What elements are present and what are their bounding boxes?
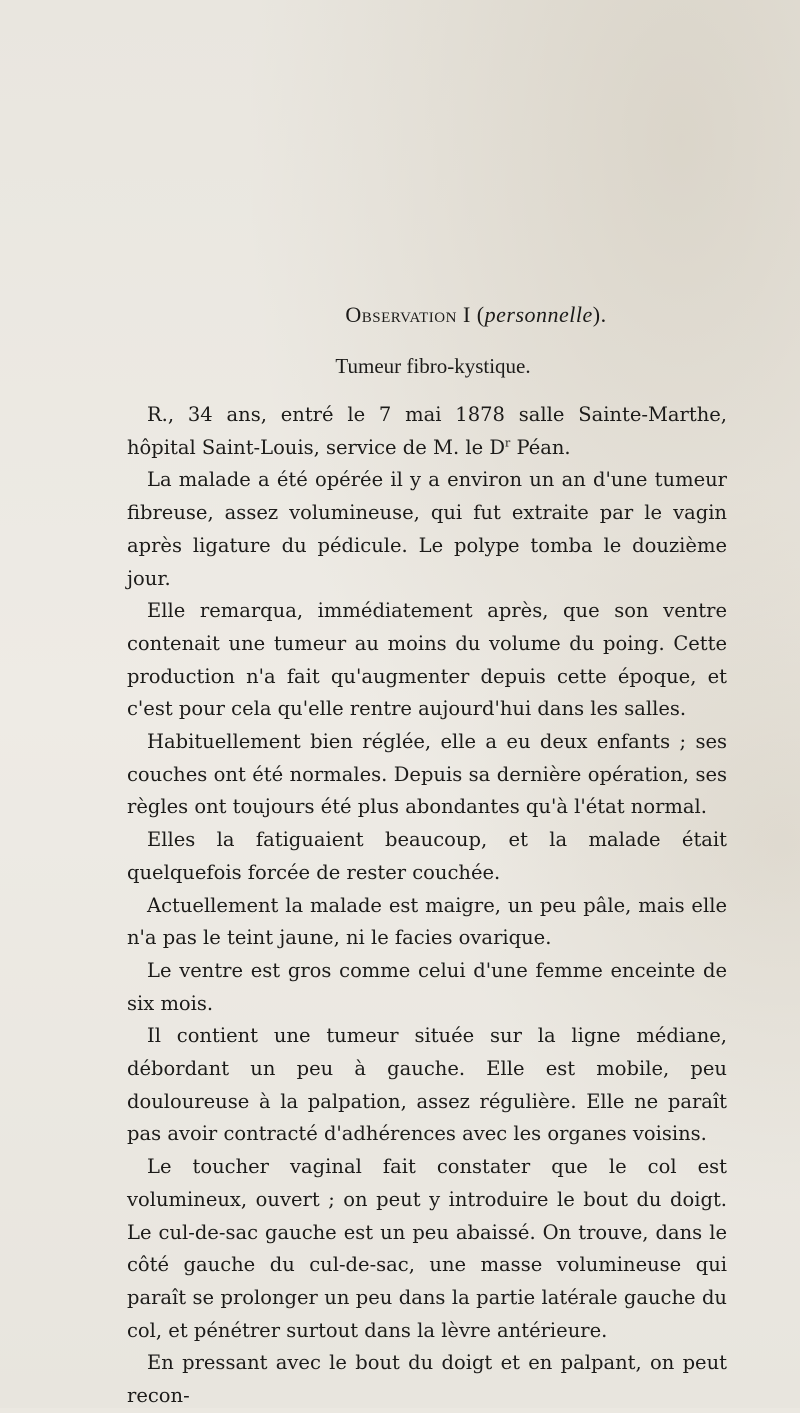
paragraph: Le ventre est gros comme celui d'une femme enceinte de six mois. — [127, 958, 727, 1015]
paragraph: En pressant avec le bout du doigt et en palpant, on peut recon- — [127, 1351, 727, 1408]
paragraph: La malade a été opérée il y a environ un an d'une tumeur fibreuse, assez volumineuse, qui fut extraite par le vagin après ligature du pédicule. Le polype tomba le douzième jour. — [127, 468, 727, 590]
paragraph: Il contient une tumeur située sur la ligne médiane, débordant un peu à gauche. Elle est mobile, peu douloureuse à la palpation, assez régulière. Elle ne paraît pas avoir contracté d'adhérences avec les organes voisins. — [127, 1024, 727, 1146]
superscript: r — [504, 436, 511, 450]
paragraph: Habituellement bien réglée, elle a eu deux enfants ; ses couches ont été normales. Depuis sa dernière opération, ses règles ont toujours été plus abondantes qu'à l'état normal. — [127, 730, 727, 819]
paragraph: Le toucher vaginal fait constater que le col est volumineux, ouvert ; on peut y introduire le bout du doigt. Le cul-de-sac gauche est un peu abaissé. On trouve, dans le côté gauche du cul-de-sac, une masse volumineuse qui paraît se prolonger un peu dans la partie latérale gauche du col, et pénétrer surtout dans la lèvre antérieure. — [127, 1155, 727, 1342]
paragraph: Elles la fatiguaient beaucoup, et la malade était quelquefois forcée de rester couchée. — [127, 828, 727, 884]
heading-title: Observation I — [345, 302, 471, 327]
heading-paren-open: ( — [470, 302, 485, 327]
paragraph: Elle remarqua, immédiatement après, que son ventre contenait une tumeur au moins du volume du poing. Cette production n'a fait qu'augmenter depuis cette époque, et c'est pour cela qu'elle rentre aujourd'hui dans les salles. — [127, 599, 727, 721]
heading-qualifier: personnelle — [484, 302, 593, 327]
paragraph-text: Péan. — [510, 435, 571, 459]
paragraph-text: R., 34 ans, entré le 7 mai 1878 salle Sainte-Marthe, hôpital Saint-Louis, service de M. le D — [127, 403, 727, 459]
paragraph-patient-intro — [127, 399, 727, 464]
paragraph: Actuellement la malade est maigre, un peu pâle, mais elle n'a pas le teint jaune, ni le facies ovarique. — [127, 893, 727, 950]
document-body — [127, 300, 727, 1413]
observation-heading — [127, 300, 727, 330]
heading-paren-close: ). — [592, 302, 607, 327]
case-subheading: Tumeur fibro-kystique. — [335, 354, 531, 378]
